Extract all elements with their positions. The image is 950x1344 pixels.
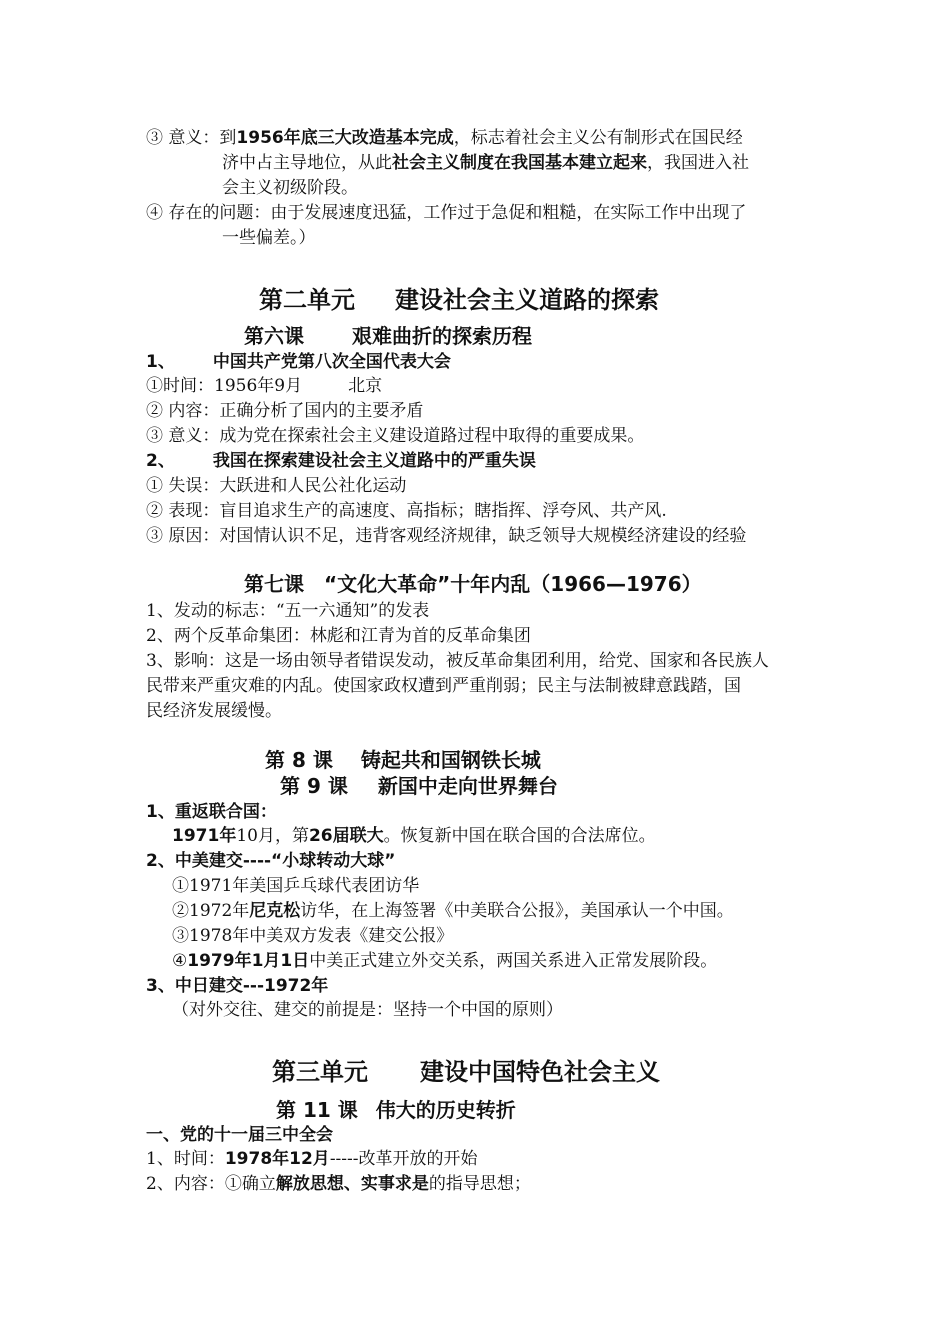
bold-text: 1979年1月1日	[187, 951, 310, 971]
section-heading: 一、党的十一届三中全会	[146, 1125, 333, 1145]
lesson-6-title	[244, 322, 532, 350]
problems-line-2: 一些偏差。）	[222, 228, 316, 248]
list-item: ③1978年中美双方发表《建交公报》	[172, 926, 454, 946]
lesson-7-title: 第七课 “文化大革命”十年内乱（1966—1976）	[244, 572, 702, 596]
text: 访华，在上海签署《中美联合公报》，美国承认一个中国。	[300, 901, 734, 921]
list-item: ①1971年美国乒乓球代表团访华	[172, 876, 420, 896]
lesson-name: 艰难曲折的探索历程	[352, 324, 532, 348]
list-item: ① 失误：大跃进和人民公社化运动	[146, 476, 407, 496]
text: ②1972年	[172, 901, 250, 921]
section-heading: 3、中日建交---1972年	[146, 976, 329, 996]
text: 济中占主导地位，从此	[222, 153, 392, 173]
bold-text: 1971年	[172, 826, 237, 846]
bold-text: 社会主义制度在我国基本建立起来	[392, 153, 647, 173]
list-item: ② 内容：正确分析了国内的主要矛盾	[146, 401, 424, 421]
text: 北京	[348, 376, 383, 396]
list-item	[172, 824, 656, 848]
bold-text: 尼克松	[249, 901, 301, 921]
significance-line-2	[222, 151, 749, 175]
list-item-continued: 民带来严重灾难的内乱。使国家政权遭到严重削弱；民主与法制被肆意践踏，国	[146, 676, 741, 696]
section-heading	[146, 449, 536, 473]
list-item: 3、影响：这是一场由领导者错误发动，被反革命集团利用，给党、国家和各民族人	[146, 651, 769, 671]
significance-line-1	[146, 126, 743, 150]
list-item: 2、两个反革命集团：林彪和江青为首的反革命集团	[146, 626, 531, 646]
section-number: 2、	[146, 451, 175, 471]
text: 中美正式建立外交关系，两国关系进入正常发展阶段。	[309, 951, 718, 971]
lesson-8-title	[265, 746, 541, 774]
problems-line-1: ④ 存在的问题：由于发展速度迅猛，工作过于急促和粗糙，在实际工作中出现了	[146, 203, 747, 223]
list-item: ② 表现：盲目追求生产的高速度、高指标；瞎指挥、浮夸风、共产风.	[146, 501, 667, 521]
list-item	[146, 374, 382, 398]
text: 1、时间：	[146, 1149, 225, 1169]
section-heading: 2、中美建交----“小球转动大球”	[146, 851, 396, 871]
unit-name: 建设中国特色社会主义	[420, 1058, 660, 1086]
lesson-number: 第 8 课	[265, 748, 333, 772]
lesson-name: 铸起共和国钢铁长城	[360, 748, 541, 772]
lesson-name: 新国中走向世界舞台	[377, 774, 558, 798]
text: 。恢复新中国在联合国的合法席位。	[383, 826, 656, 846]
lesson-11-title	[276, 1096, 516, 1124]
text: 10月，第	[236, 826, 309, 846]
list-item	[146, 1147, 478, 1171]
bold-text: 1956年底三大改造基本完成	[236, 128, 454, 148]
lesson-number: 第六课	[244, 324, 304, 348]
list-item: ③ 原因：对国情认识不足，违背客观经济规律，缺乏领导大规模经济建设的经验	[146, 526, 747, 546]
list-item: 1、发动的标志：“五一六通知”的发表	[146, 601, 430, 621]
list-item	[172, 899, 734, 923]
unit-number: 第二单元	[259, 286, 355, 314]
unit-2-title	[259, 284, 659, 316]
section-title: 我国在探索建设社会主义道路中的严重失误	[212, 451, 536, 471]
lesson-number: 第 9 课	[280, 774, 348, 798]
unit-name: 建设社会主义道路的探索	[395, 286, 659, 314]
section-number: 1、	[146, 352, 175, 372]
text: -----改革开放的开始	[329, 1149, 478, 1169]
lesson-name: 伟大的历史转折	[375, 1098, 516, 1122]
list-item	[172, 949, 717, 973]
section-heading	[146, 350, 451, 374]
lesson-number: 第 11 课	[276, 1098, 358, 1122]
note: （对外交往、建交的前提是：坚持一个中国的原则）	[172, 1000, 563, 1020]
text: ③ 意义：到	[146, 128, 237, 148]
section-heading: 1、重返联合国：	[146, 802, 277, 822]
text: ，标志着社会主义公有制形式在国民经	[453, 128, 743, 148]
list-item: ③ 意义：成为党在探索社会主义建设道路过程中取得的重要成果。	[146, 426, 645, 446]
unit-3-title	[272, 1056, 660, 1088]
significance-line-3: 会主义初级阶段。	[222, 178, 358, 198]
section-title: 中国共产党第八次全国代表大会	[212, 352, 451, 372]
list-item	[146, 1172, 531, 1196]
unit-number: 第三单元	[272, 1058, 368, 1086]
text: ，我国进入社	[647, 153, 749, 173]
text: 的指导思想；	[428, 1174, 531, 1194]
text: 2、内容：①确立	[146, 1174, 276, 1194]
bold-text: 26届联大	[308, 826, 384, 846]
bold-text: 1978年12月	[224, 1149, 330, 1169]
text: ①时间：1956年9月	[146, 376, 303, 396]
list-item-continued: 民经济发展缓慢。	[146, 701, 282, 721]
text: ④	[172, 951, 188, 971]
bold-text: 解放思想、实事求是	[275, 1174, 429, 1194]
lesson-9-title	[280, 772, 558, 800]
